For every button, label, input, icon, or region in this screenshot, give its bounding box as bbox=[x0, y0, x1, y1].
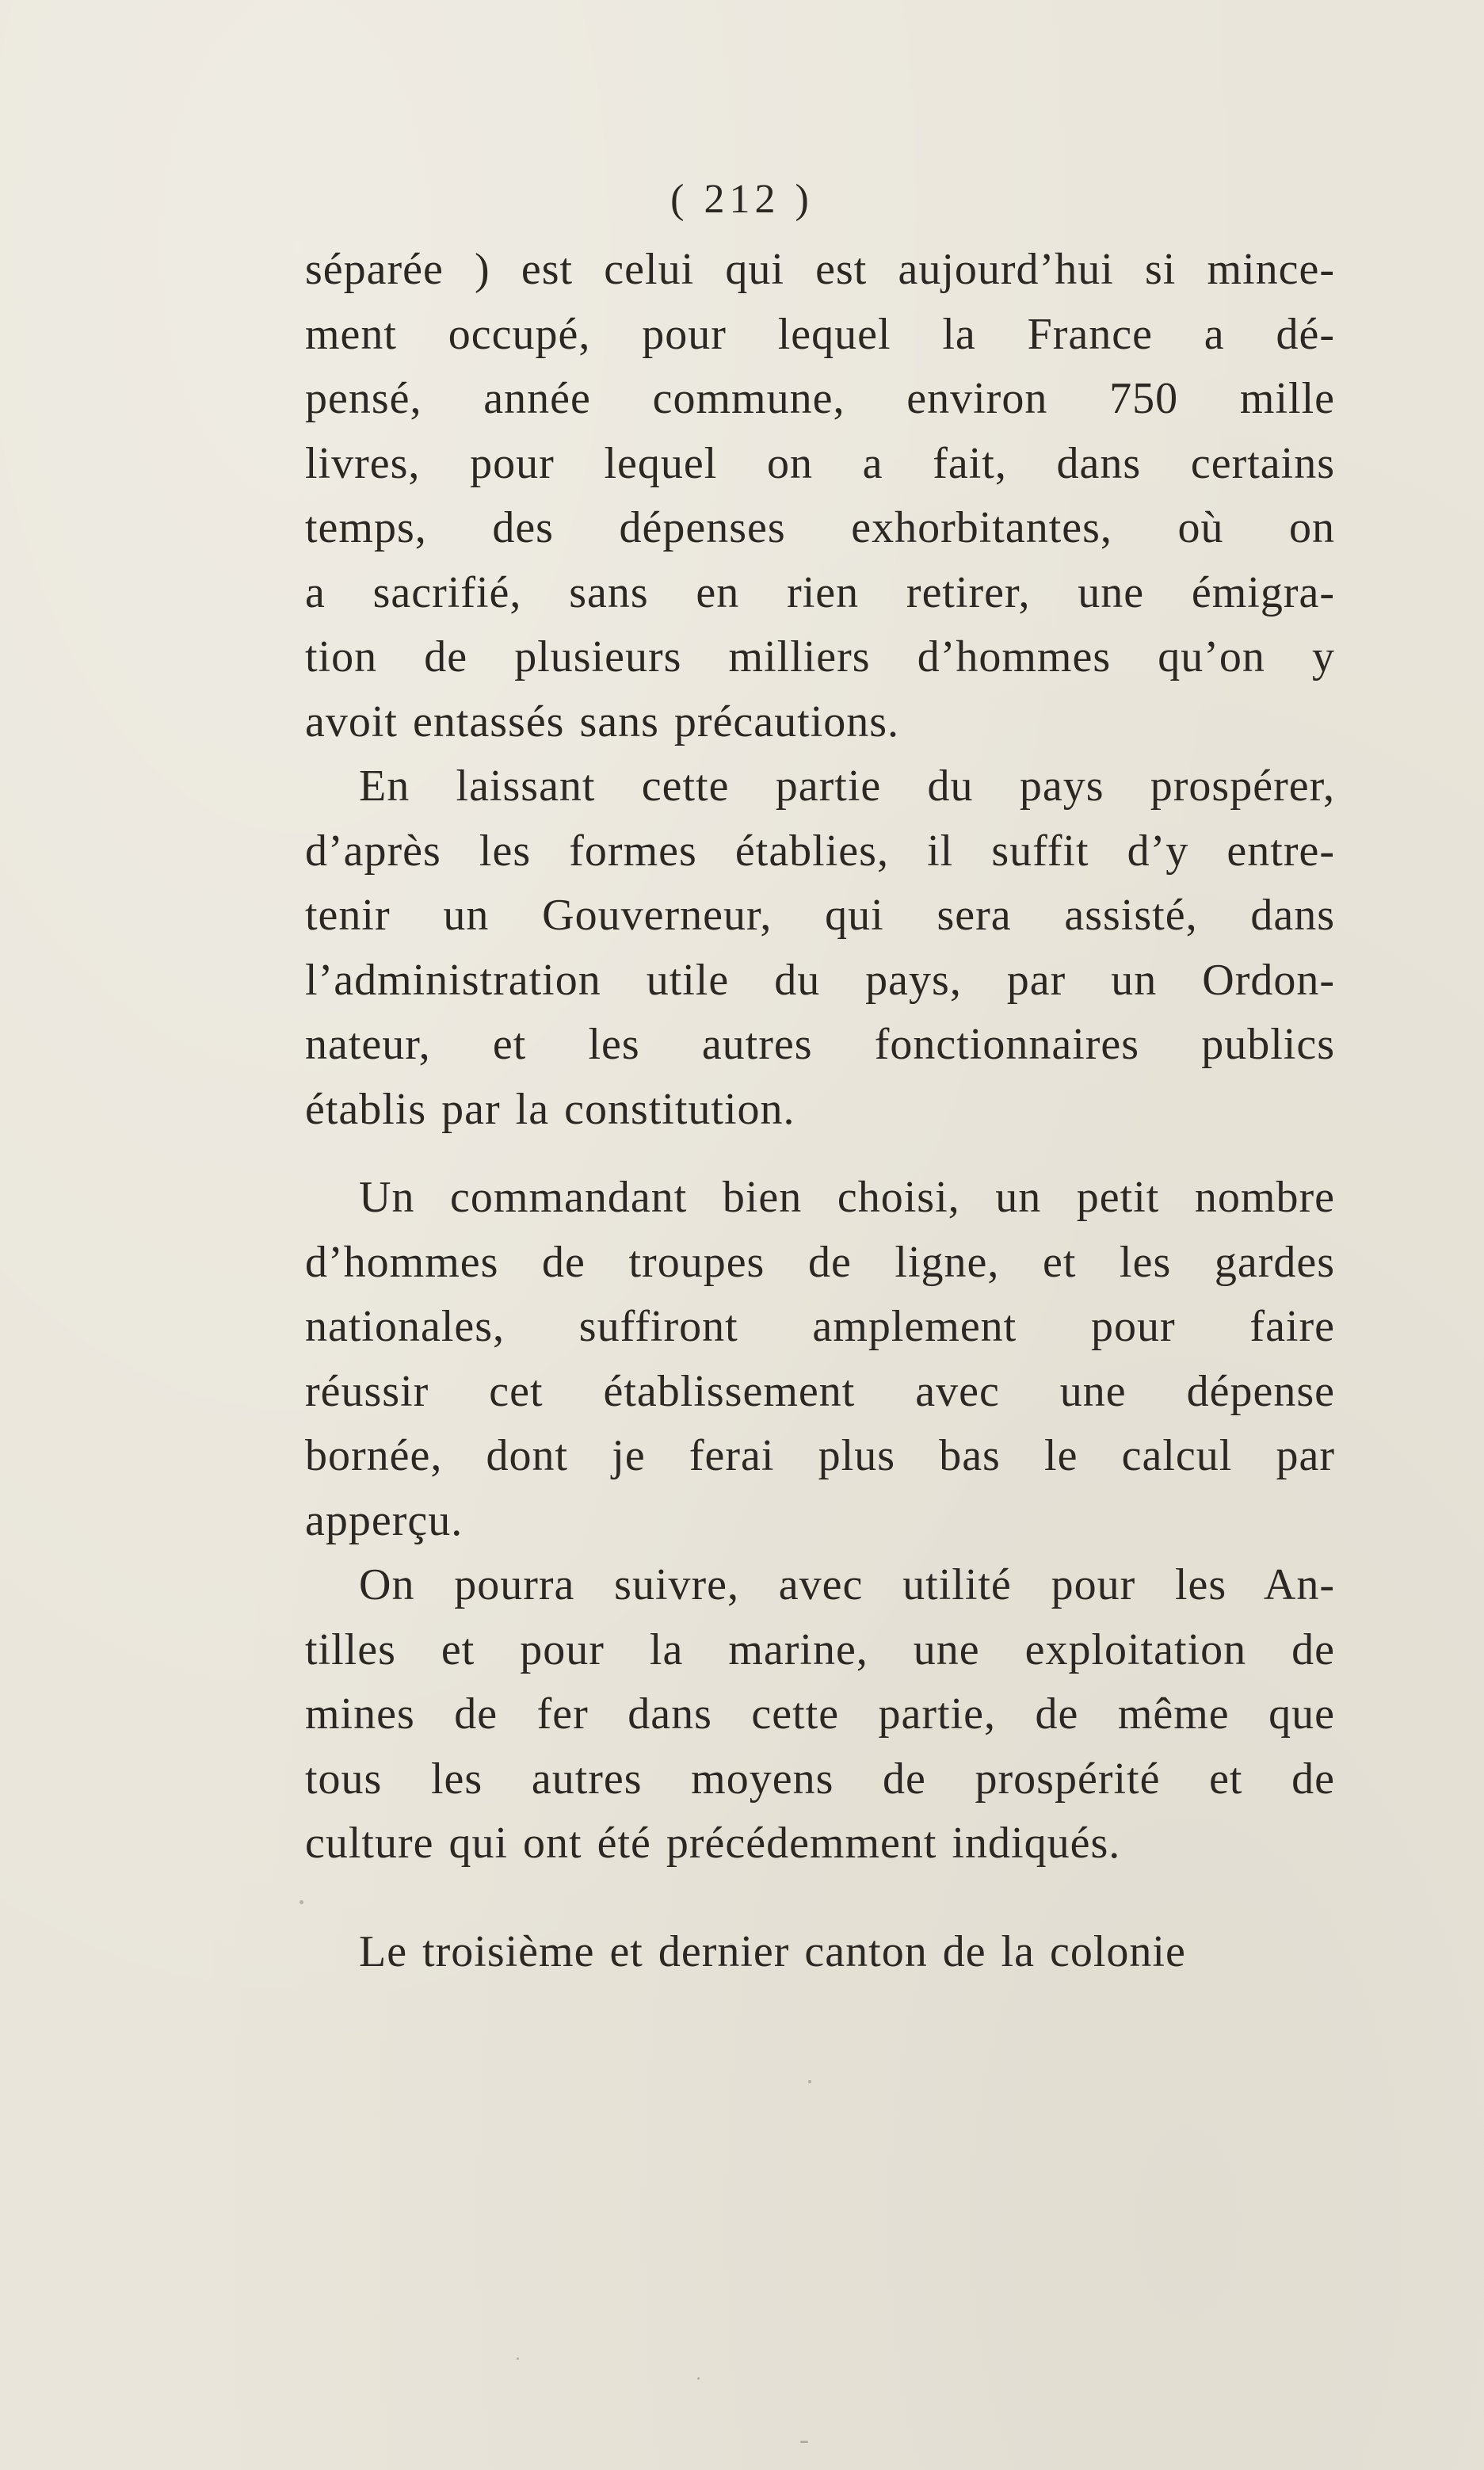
text-line: avoit entassés sans précautions. bbox=[305, 697, 900, 746]
paragraph-1 bbox=[305, 238, 1335, 754]
text-line: a sacrifié, sans en rien retirer, une émigra- bbox=[305, 567, 1335, 617]
text-line: livres, pour lequel on a fait, dans certains bbox=[305, 438, 1335, 488]
text-line: ment occupé, pour lequel la France a dé- bbox=[305, 309, 1335, 359]
text-line: l’administration utile du pays, par un Ordon- bbox=[305, 955, 1335, 1005]
text-line: bornée, dont je ferai plus bas le calcul par bbox=[305, 1431, 1335, 1480]
body-text bbox=[305, 238, 1335, 1984]
text-line: Le troisième et dernier canton de la colonie bbox=[359, 1926, 1186, 1976]
paper-speck bbox=[299, 1900, 303, 1904]
text-line: pensé, année commune, environ 750 mille bbox=[305, 374, 1335, 423]
paragraph-4 bbox=[305, 1553, 1335, 1876]
text-line: nateur, et les autres fonctionnaires publics bbox=[305, 1020, 1335, 1069]
paragraph-2 bbox=[305, 754, 1335, 1142]
text-line: tion de plusieurs milliers d’hommes qu’on y bbox=[305, 632, 1335, 681]
paper-speck bbox=[517, 2357, 519, 2360]
text-line: tenir un Gouverneur, qui sera assisté, dans bbox=[305, 891, 1335, 940]
text-line: apperçu. bbox=[305, 1495, 464, 1545]
text-line: réussir cet établissement avec une dépense bbox=[305, 1366, 1335, 1416]
paragraph-5 bbox=[305, 1920, 1335, 1985]
text-line: séparée ) est celui qui est aujourd’hui si mince- bbox=[305, 245, 1335, 294]
page-number: ( 212 ) bbox=[670, 177, 814, 222]
text-line: On pourra suivre, avec utilité pour les An- bbox=[359, 1560, 1335, 1609]
text-line: d’hommes de troupes de ligne, et les gardes bbox=[305, 1237, 1335, 1287]
paper-speck bbox=[808, 2080, 811, 2083]
text-line: tous les autres moyens de prospérité et de bbox=[305, 1754, 1335, 1804]
text-line: culture qui ont été précédemment indiqués. bbox=[305, 1819, 1121, 1868]
text-line: mines de fer dans cette partie, de même que bbox=[305, 1689, 1335, 1739]
paragraph-spacer bbox=[305, 1876, 1335, 1920]
text-line: établis par la constitution. bbox=[305, 1084, 795, 1134]
paragraph-3 bbox=[305, 1166, 1335, 1553]
text-line: d’après les formes établies, il suffit d’y entre- bbox=[305, 826, 1335, 876]
text-line: Un commandant bien choisi, un petit nombre bbox=[359, 1173, 1335, 1222]
text-line: En laissant cette partie du pays prospérer, bbox=[359, 762, 1335, 811]
paragraph-spacer bbox=[305, 1142, 1335, 1166]
text-line: nationales, suffiront amplement pour faire bbox=[305, 1302, 1335, 1351]
text-line: tilles et pour la marine, une exploitation de bbox=[305, 1624, 1335, 1674]
paper-speck bbox=[697, 2377, 700, 2380]
text-line: temps, des dépenses exhorbitantes, où on bbox=[305, 503, 1335, 552]
paper-speck bbox=[800, 2441, 808, 2443]
